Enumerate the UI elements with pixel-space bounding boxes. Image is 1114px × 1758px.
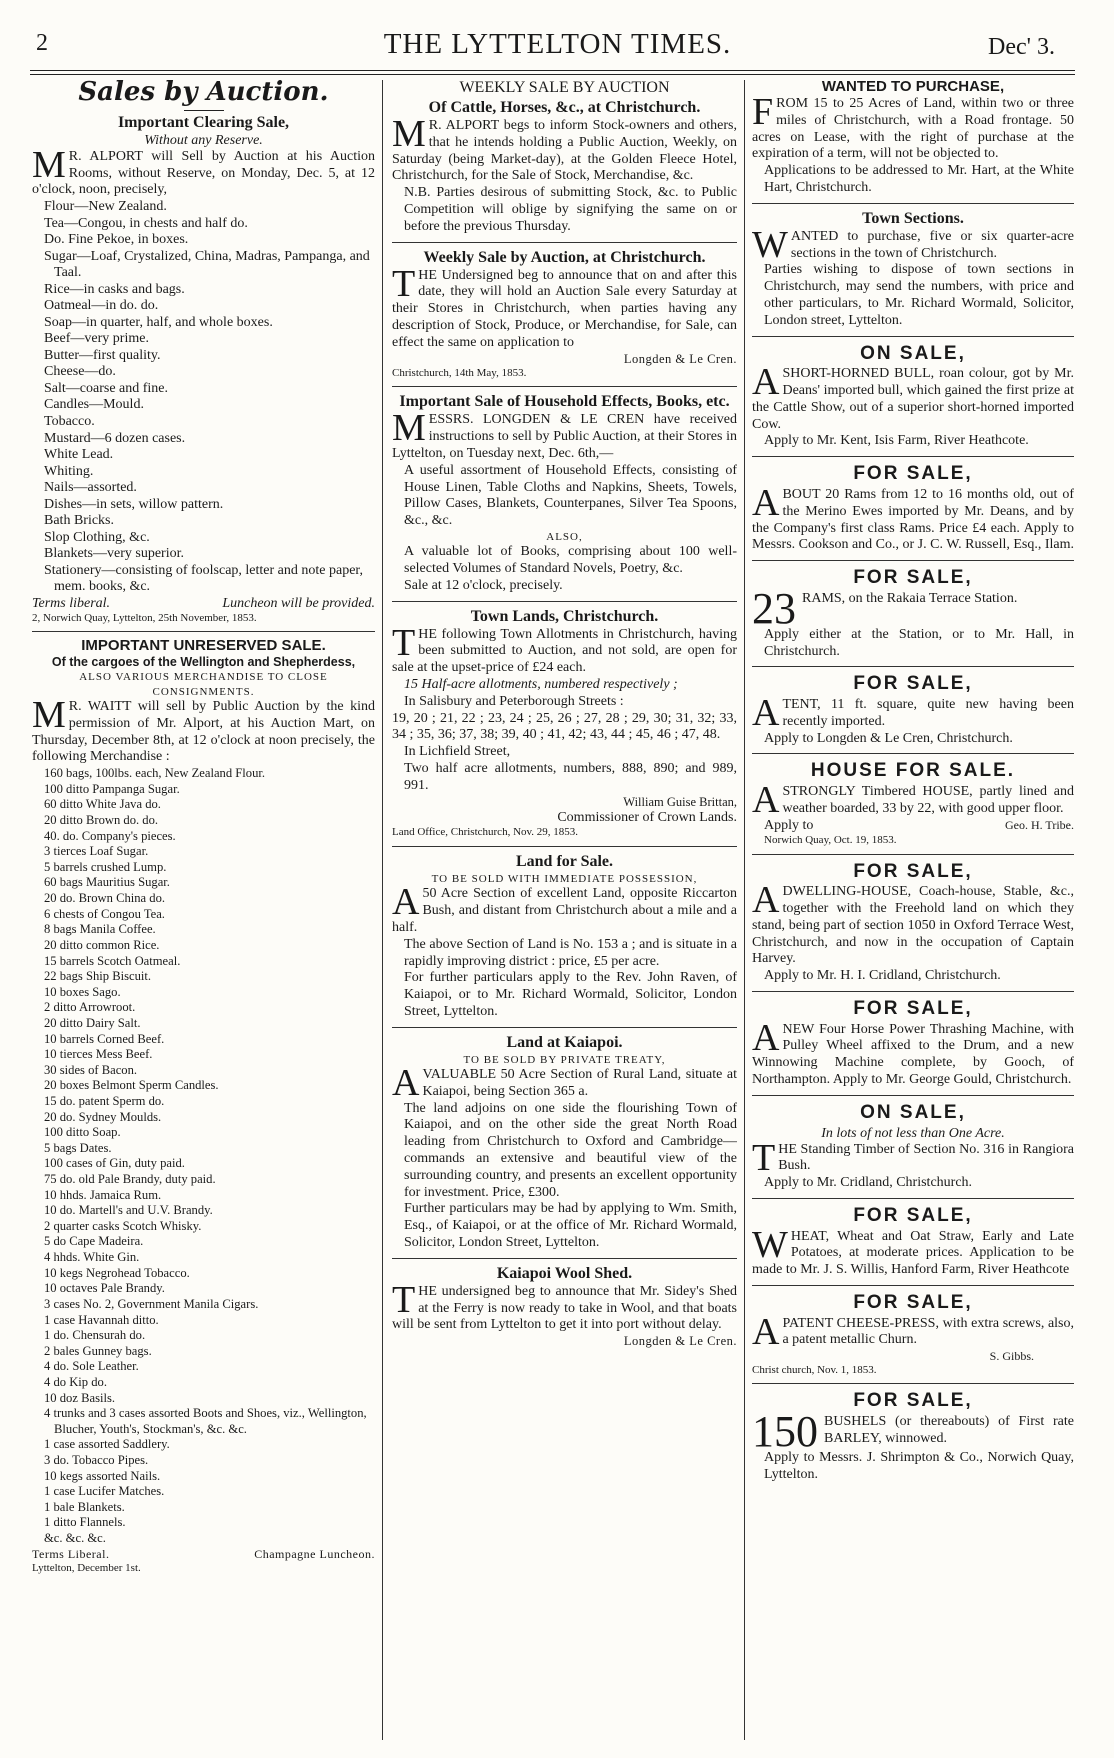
list-item: 100 cases of Gin, duty paid. [44, 1156, 185, 1171]
list-item: 8 bags Manila Coffee. [44, 922, 156, 937]
ad-title: Town Sections. [862, 209, 964, 227]
ad-body: 150 BUSHELS (or thereabouts) of First rate BARLEY, winnowed. [752, 1407, 1074, 1457]
list-item: Tobacco. [44, 413, 95, 429]
list-item: 1 ditto Flannels. [44, 1515, 126, 1530]
ad-household-effects [392, 386, 737, 600]
drop-cap: A [752, 481, 780, 524]
list-item: 20 ditto common Rice. [44, 937, 160, 952]
list-item: 6 chests of Congou Tea. [44, 906, 165, 921]
ad-title: WEEKLY SALE BY AUCTION [459, 79, 670, 96]
ad-note: N.B. Parties desirous of submitting Stock, &c. to Public Competition will oblige by signifying the same on or before the previous Thursday. [404, 185, 737, 234]
ad-wanted-to-purchase [752, 78, 1074, 203]
drop-cap: T [392, 1278, 416, 1321]
list-item: 4 do. Sole Leather. [44, 1359, 139, 1374]
ad-footer: Christchurch, 14th May, 1853. [392, 366, 527, 379]
ad-paragraph: Parties wishing to dispose of town sections in Christchurch, may send the numbers, with price and other particulars, to Mr. Richard Wormald, Solicitor, London street, Lyttelton. [764, 262, 1074, 328]
ad-title: FOR SALE, [853, 1292, 973, 1313]
list-item: 40. do. Company's pieces. [44, 828, 176, 843]
ad-title: Land for Sale. [515, 853, 614, 871]
ad-caption: ALSO VARIOUS MERCHANDISE TO CLOSE CONSIGNMENTS. [79, 671, 328, 698]
list-item: 20 do. Sydney Moulds. [44, 1109, 162, 1124]
drop-cap: W [752, 1223, 788, 1266]
ad-paragraph: Apply to Mr. Cridland, Christchurch. [764, 1175, 973, 1191]
list-item: 4 trunks and 3 cases assorted Boots and Shoes, viz., Wellington, Blucher, Youth's, Stockman's, &c. &c. [44, 1406, 367, 1436]
issue-date: Dec' 3. [988, 34, 1055, 60]
ad-subtitle: Of Cattle, Horses, &c., at Christchurch. [428, 99, 701, 116]
ad-23-rams [752, 560, 1074, 666]
list-item: 75 do. old Pale Brandy, duty paid. [44, 1172, 216, 1187]
ad-footer: Norwich Quay, Oct. 19, 1853. [764, 833, 897, 846]
masthead-rule-lower [30, 74, 1075, 75]
newspaper-title: THE LYTTELTON TIMES. [383, 28, 732, 60]
ad-paragraph: Apply to Mr. Kent, Isis Farm, River Heathcote. [764, 433, 1029, 449]
ad-paragraph: Apply either at the Station, or to Mr. Hall, in Christchurch. [764, 626, 1074, 659]
list-item: 10 do. Martell's and U.V. Brandy. [44, 1203, 213, 1218]
list-item: Whiting. [44, 463, 94, 479]
ad-body: M R. WAITT will sell by Public Auction by the kind permission of Mr. Alport, at his Auction Mart, on Thursday, December 8th, at 12 o'clock at noon precisely, the following Merchandise : [32, 694, 375, 765]
ad-paragraph: In Lichfield Street, [404, 744, 511, 760]
list-item: 5 bags Dates. [44, 1140, 112, 1155]
ad-paragraph: 15 Half-acre allotments, numbered respectively ; [404, 676, 678, 692]
list-item: 1 do. Chensurah do. [44, 1328, 146, 1343]
list-item: Blankets—very superior. [44, 546, 184, 562]
ad-wool-shed [392, 1258, 737, 1355]
ad-title: Kaiapoi Wool Shed. [496, 1264, 633, 1282]
list-item: 5 do Cape Madeira. [44, 1234, 144, 1249]
divider [184, 110, 224, 111]
ad-paragraph: Apply to Mr. H. I. Cridland, Christchurch. [764, 968, 1001, 984]
ad-body: MESSRS. LONGDEN & LE CREN have received instructions to sell by Public Auction, at their Stores in Lyttelton, on Tuesday next, Dec. 6th,— [392, 407, 737, 461]
list-item: Nails—assorted. [44, 480, 137, 496]
ad-timber [752, 1095, 1074, 1198]
ad-weekly-sale-christchurch [392, 242, 737, 387]
ad-title: FOR SALE, [853, 567, 973, 589]
ad-subtitle: Without any Reserve. [144, 132, 263, 148]
list-item: 3 cases No. 2, Government Manila Cigars. [44, 1296, 259, 1311]
ad-caption: ALSO, [546, 530, 583, 543]
ad-title: Land at Kaiapoi. [506, 1033, 623, 1051]
ad-body: WANTED to purchase, five or six quarter-acre sections in the town of Christchurch. [752, 223, 1074, 266]
ad-signature: Longden & Le Cren. [623, 1334, 737, 1349]
column-divider [744, 80, 745, 1740]
list-item: 4 hhds. White Gin. [44, 1250, 140, 1265]
list-item: Dishes—in sets, willow pattern. [44, 496, 224, 512]
column-1 [32, 78, 375, 1738]
list-item: Salt—coarse and fine. [44, 380, 169, 396]
ad-land-kaiapoi [392, 1027, 737, 1258]
drop-cap: F [752, 91, 774, 133]
ad-paragraph: A useful assortment of Household Effects, consisting of House Linen, Table Cloths and Napkins, Sheets, Towels, Pillow Cases, Blankets, Counterpanes, Silver Tea Spoons, &c., &c. [404, 462, 737, 529]
list-item: 10 kegs Negrohead Tobacco. [44, 1265, 190, 1280]
ad-thrashing-machine [752, 991, 1074, 1095]
ad-signature: Longden & Le Cren. [623, 351, 737, 366]
masthead [30, 28, 1085, 68]
ad-signature: William Guise Brittan, [623, 794, 737, 809]
ad-body: AVALUABLE 50 Acre Section of Rural Land, situate at Kaiapoi, being Section 365 a. [392, 1062, 737, 1105]
drop-cap: T [752, 1136, 776, 1179]
ad-title: Town Lands, Christchurch. [470, 607, 659, 625]
drop-cap: M [32, 143, 66, 186]
ad-body: ASTRONGLY Timbered HOUSE, partly lined and weather boarded, 33 by 22, with good upper floor. [752, 779, 1074, 822]
ad-body: ATENT, 11 ft. square, quite new having been recently imported. [752, 692, 1074, 735]
list-item: 20 do. Brown China do. [44, 891, 166, 906]
list-item: 1 case Havannah ditto. [44, 1312, 159, 1327]
list-item: 160 bags, 100lbs. each, New Zealand Flour. [44, 766, 266, 781]
ad-title: FOR SALE, [853, 1204, 973, 1226]
ad-footer: 2, Norwich Quay, Lyttelton, 25th November, 1853. [32, 611, 257, 624]
ad-unreserved-sale [32, 631, 375, 1581]
ad-body: ABOUT 20 Rams from 12 to 16 months old, out of the Merino Ewes imported by Mr. Deans, and by the Company's first class Rams. Price £4 each. Apply to Messrs. Cookson and Co., or J. C. W. Russell, Esq., Ilam. [752, 481, 1074, 553]
list-item: Bath Bricks. [44, 513, 114, 529]
ad-title: Important Sale of Household Effects, Books, etc. [399, 393, 730, 411]
ad-body: FROM 15 to 25 Acres of Land, within two or three miles of Christchurch, with a Road frontage. 50 acres on Lease, with the right of purchase at the expiration of a term, will not be objected to. [752, 91, 1074, 162]
list-item: 2 bales Gunney bags. [44, 1343, 152, 1358]
list-item: 20 ditto Brown do. do. [44, 813, 159, 828]
ad-body: M R. ALPORT begs to inform Stock-owners and others, that he intends holding a Public Auction, Weekly, on Saturday (being Market-day), at the Golden Fleece Hotel, Christchurch, for the Sale of Stock, Merchandise, &c. [392, 113, 737, 184]
ad-body: ADWELLING-HOUSE, Coach-house, Stable, &c., together with the Freehold land on which they stand, being part of section 1050 in Oxford Terrace West, Christchurch, and now in the occupation of Captain Harvey. [752, 879, 1074, 967]
list-item: 60 ditto White Java do. [44, 797, 161, 812]
list-item: 100 ditto Pampanga Sugar. [44, 781, 180, 796]
ad-paragraph: Two half acre allotments, numbers, 888, 890; and 989, 991. [404, 760, 737, 793]
list-item: Flour—New Zealand. [44, 199, 167, 215]
list-item: Soap—in quarter, half, and whole boxes. [44, 314, 273, 330]
ad-tent [752, 666, 1074, 753]
list-item: Rice—in casks and bags. [44, 281, 185, 297]
ad-dwelling-house [752, 854, 1074, 991]
ad-footer: Lyttelton, December 1st. [32, 1561, 141, 1574]
ad-rams [752, 456, 1074, 560]
list-item: 1 case Lucifer Matches. [44, 1484, 165, 1499]
big-number: 150 [752, 1407, 818, 1457]
ad-paragraph: Applications to be addressed to Mr. Hart, at the White Hart, Christchurch. [764, 163, 1074, 195]
list-item: Butter—first quality. [44, 347, 161, 363]
drop-cap: A [752, 779, 780, 822]
drop-cap: A [752, 361, 780, 404]
drop-cap: M [32, 694, 66, 736]
ad-town-sections [752, 203, 1074, 336]
list-item: 2 quarter casks Scotch Whisky. [44, 1218, 202, 1233]
drop-cap: A [752, 1310, 780, 1353]
list-item: Cheese—do. [44, 364, 116, 380]
list-item: Sugar—Loaf, Crystalized, China, Madras, Pampanga, and Taal. [44, 248, 370, 281]
list-item: Slop Clothing, &c. [44, 529, 150, 545]
drop-cap: T [392, 621, 416, 664]
ad-apply-line: Apply to Geo. H. Tribe. [764, 817, 1074, 833]
ad-barley [752, 1383, 1074, 1489]
ad-paragraph: The above Section of Land is No. 153 a ; and is situate in a rapidly improving district : price, £5 per acre. [404, 936, 737, 969]
ad-body: THE Standing Timber of Section No. 316 in Rangiora Bush. [752, 1136, 1074, 1179]
ad-body: THE undersigned beg to announce that Mr. Sidey's Shed at the Ferry is now ready to take in Wool, and that boats will be sent from Lyttelton to get it into port without delay. [392, 1278, 737, 1333]
ad-title: FOR SALE, [853, 1390, 973, 1412]
ad-signature: Commissioner of Crown Lands. [557, 809, 737, 825]
drop-cap: A [752, 1016, 780, 1059]
ad-house [752, 753, 1074, 853]
ad-paragraph: Apply to Longden & Le Cren, Christchurch. [764, 730, 1013, 746]
ad-title: FOR SALE, [853, 997, 973, 1019]
ad-paragraph: For further particulars apply to the Rev. John Raven, of Kaiapoi, or to Mr. Richard Wormald, Solicitor, London Street, Lyttelton. [404, 970, 737, 1019]
ad-clearing-sale [32, 113, 375, 632]
ad-body: M R. ALPORT will Sell by Auction at his Auction Rooms, without Reserve, on Monday, Dec. 5, at 12 o'clock, noon, precisely, [32, 143, 375, 198]
list-item: Stationery—consisting of foolscap, letter and note paper, mem. books, &c. [44, 562, 364, 595]
list-item: Oatmeal—in do. do. [44, 298, 159, 314]
ad-body: ANEW Four Horse Power Thrashing Machine, with Pulley Wheel affixed to the Drum, and a new Winnowing Machine complete, by Gooch, of Northampton. Apply to Mr. George Gould, Christchurch. [752, 1016, 1074, 1088]
list-item: 15 barrels Scotch Oatmeal. [44, 953, 181, 968]
ad-body: ASHORT-HORNED BULL, roan colour, got by Mr. Deans' imported bull, which gained the first prize at the Cattle Show, out of a superior short-horned imported Cow. [752, 361, 1074, 432]
list-item: Do. Fine Pekoe, in boxes. [44, 232, 189, 248]
list-item: 4 do Kip do. [44, 1374, 107, 1389]
section-heading: Sales by Auction. [78, 78, 329, 107]
list-item: 3 do. Tobacco Pipes. [44, 1453, 149, 1467]
ad-title: Weekly Sale by Auction, at Christchurch. [423, 248, 706, 266]
list-item: Tea—Congou, in chests and half do. [44, 215, 248, 231]
list-item: 22 bags Ship Biscuit. [44, 969, 152, 984]
drop-cap: A [752, 692, 780, 735]
ad-terms: Terms liberal. Luncheon will be provided. [32, 595, 375, 611]
list-item: 60 bags Mauritius Sugar. [44, 875, 170, 890]
masthead-rule [30, 70, 1075, 71]
column-2 [392, 78, 737, 1738]
ad-title: WANTED TO PURCHASE, [821, 78, 1005, 95]
ad-caption: TO BE SOLD WITH IMMEDIATE POSSESSION, [431, 873, 698, 886]
ad-paragraph: 19, 20 ; 21, 22 ; 23, 24 ; 25, 26 ; 27, 28 ; 29, 30; 31, 32; 33, 34 ; 35, 36; 37, 38; 39, 40 ; 41, 42; 43, 44 ; 45, 46 ; 47, 48. [392, 710, 737, 743]
ad-land-for-sale [392, 846, 737, 1027]
ad-body: THE following Town Allotments in Christchurch, having been submitted to Auction, and not sold, are open for sale at the upset-price of £24 each. [392, 621, 737, 676]
big-number: 23 [752, 583, 796, 633]
ad-subtitle: In lots of not less than One Acre. [821, 1125, 1005, 1141]
list-item: 2 ditto Arrowroot. [44, 1000, 136, 1015]
ad-body: A 50 Acre Section of excellent Land, opposite Riccarton Bush, and distant from Christchurch about a mile and a half. [392, 881, 737, 935]
ad-body: THE Undersigned beg to announce that on and after this date, they will hold an Auction Sale every Saturday at their Stores in Christchurch, when parties having any description of Stock, Produce, or Merchandise, for Sale, can effect the same on application to [392, 262, 737, 350]
list-item: 5 barrels crushed Lump. [44, 859, 167, 874]
list-item: White Lead. [44, 447, 114, 463]
ad-paragraph: A valuable lot of Books, comprising about 100 well-selected Volumes of Standard Novels, Poetry, &c. [404, 544, 737, 576]
drop-cap: A [392, 1062, 420, 1105]
ad-title: ON SALE, [860, 342, 966, 364]
ad-paragraph: Further particulars may be had by applying to Wm. Smith, Esq., of Kaiapoi, or at the office of Mr. Richard Wormald, Solicitor, London Street, Lyttelton. [404, 1201, 737, 1251]
list-item: 100 ditto Soap. [44, 1125, 121, 1140]
list-item: 30 sides of Bacon. [44, 1062, 138, 1077]
drop-cap: M [392, 113, 426, 155]
ad-weekly-cattle-sale [392, 78, 737, 242]
ad-title: FOR SALE, [853, 673, 973, 695]
ad-title: FOR SALE, [853, 860, 973, 882]
drop-cap: A [752, 879, 780, 922]
list-item: 10 barrels Corned Beef. [44, 1031, 165, 1046]
ad-caption: TO BE SOLD BY PRIVATE TREATY, [463, 1053, 666, 1066]
drop-cap: M [392, 407, 426, 450]
ad-footer: Christ church, Nov. 1, 1853. [752, 1363, 877, 1376]
ad-subtitle: Of the cargoes of the Wellington and Shepherdess, [51, 655, 356, 670]
ad-wheat [752, 1198, 1074, 1285]
list-item: &c. &c. &c. [44, 1531, 106, 1546]
page-number: 2 [36, 30, 48, 56]
ad-paragraph: The land adjoins on one side the flourishing Town of Kaiapoi, and on the other side the great North Road leading from Christchurch to Oxford and Cambridge—commands an extensive and beautiful view of the surrounding country, and presents an excellent opportunity for investment. Price, £300. [404, 1100, 737, 1200]
list-item: 15 do. patent Sperm do. [44, 1093, 165, 1108]
list-item: Candles—Mould. [44, 397, 144, 413]
ad-paragraph: Sale at 12 o'clock, precisely. [404, 577, 563, 593]
column-3 [752, 78, 1074, 1738]
list-item: Mustard—6 dozen cases. [44, 430, 186, 446]
ad-signature: S. Gibbs. [989, 1349, 1034, 1364]
list-item: Beef—very prime. [44, 331, 149, 347]
list-item: 20 boxes Belmont Sperm Candles. [44, 1078, 219, 1093]
list-item: 10 doz Basils. [44, 1390, 116, 1405]
ad-cheese-press [752, 1285, 1074, 1383]
ad-title: FOR SALE, [853, 463, 973, 485]
ad-footer: Land Office, Christchurch, Nov. 29, 1853. [392, 826, 579, 839]
ad-title: ON SALE, [860, 1101, 966, 1123]
list-item: 10 hhds. Jamaica Rum. [44, 1187, 162, 1202]
list-item: 10 kegs assorted Nails. [44, 1468, 161, 1483]
list-item: 1 bale Blankets. [44, 1499, 125, 1514]
column-divider [382, 80, 383, 1740]
list-item: 10 octaves Pale Brandy. [44, 1281, 165, 1296]
ad-paragraph: Apply to Messrs. J. Shrimpton & Co., Norwich Quay, Lyttelton. [764, 1450, 1074, 1482]
ad-town-lands [392, 601, 737, 847]
list-item: 1 case assorted Saddlery. [44, 1437, 170, 1452]
drop-cap: T [392, 262, 416, 305]
list-item: 10 tierces Mess Beef. [44, 1047, 153, 1062]
list-item: 20 ditto Dairy Salt. [44, 1015, 141, 1030]
list-item: 3 tierces Loaf Sugar. [44, 844, 149, 859]
ad-terms: Terms Liberal. Champagne Luncheon. [32, 1546, 375, 1561]
list-item: 10 boxes Sago. [44, 984, 121, 999]
drop-cap: A [392, 881, 420, 924]
ad-body: 23 RAMS, on the Rakaia Terrace Station. [752, 583, 1018, 633]
ad-body: WHEAT, Wheat and Oat Straw, Early and Late Potatoes, at moderate prices. Application to be made to Mr. J. S. Willis, Hanford Farm, River Heathcote [752, 1223, 1074, 1278]
ad-bull [752, 336, 1074, 457]
ad-paragraph: In Salisbury and Peterborough Streets : [404, 693, 624, 709]
ad-title: HOUSE FOR SALE. [810, 760, 1016, 782]
ad-title: Important Clearing Sale, [117, 113, 290, 131]
ad-title: IMPORTANT UNRESERVED SALE. [81, 637, 326, 655]
ad-body: APATENT CHEESE-PRESS, with extra screws, also, a patent metallic Churn. [752, 1310, 1074, 1353]
drop-cap: W [752, 223, 788, 266]
